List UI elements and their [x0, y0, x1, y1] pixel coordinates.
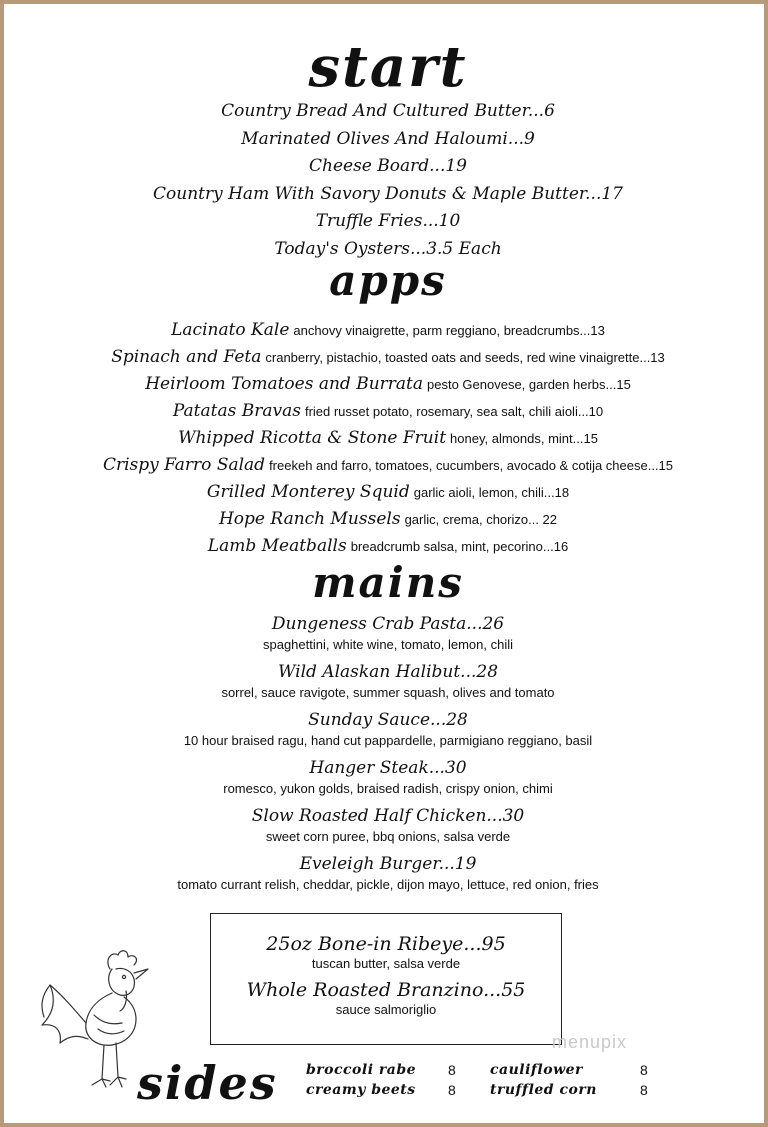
app-dish-name: Lamb Meatballs: [207, 536, 347, 556]
app-item: [4, 479, 768, 506]
main-description: sorrel, sauce ravigote, summer squash, olives and tomato: [221, 685, 555, 700]
app-dish-name: Grilled Monterey Squid: [206, 482, 410, 502]
start-item: Today's Oysters...3.5 Each: [274, 238, 502, 259]
main-dish-name: Hanger Steak...30: [309, 758, 467, 778]
main-dish-name: Slow Roasted Half Chicken...30: [251, 806, 525, 826]
side-item-name: truffled corn: [490, 1082, 597, 1098]
mains-list: [4, 612, 768, 900]
main-dish-name: Eveleigh Burger...19: [299, 854, 477, 874]
specials-box: [210, 913, 562, 1045]
special-item: [211, 932, 561, 972]
sides-row: [304, 1062, 654, 1082]
main-description: spaghettini, white wine, tomato, lemon, chili: [262, 637, 513, 652]
app-dish-name: Patatas Bravas: [172, 401, 301, 421]
app-dish-name: Spinach and Feta: [111, 347, 262, 367]
app-description: freekeh and farro, tomatoes, cucumbers, avocado & cotija cheese...15: [269, 458, 674, 473]
sides-heading: sides: [137, 1056, 278, 1110]
app-dish-name: Whipped Ricotta & Stone Fruit: [178, 428, 447, 448]
side-item-name: creamy beets: [306, 1082, 416, 1098]
special-description: sauce salmoriglio: [335, 1002, 437, 1017]
side-item-name: broccoli rabe: [306, 1062, 417, 1078]
main-item: [4, 852, 768, 900]
main-item: [4, 708, 768, 756]
mains-heading: mains: [312, 558, 464, 607]
app-dish-name: Heirloom Tomatoes and Burrata: [145, 374, 423, 394]
start-heading: start: [308, 34, 468, 100]
start-list: [4, 98, 768, 264]
app-description: cranberry, pistachio, toasted oats and seeds, red wine vinaigrette...13: [265, 350, 665, 365]
app-description: anchovy vinaigrette, parm reggiano, breadcrumbs...13: [293, 323, 605, 338]
app-item: [4, 506, 768, 533]
app-dish-name: Hope Ranch Mussels: [218, 509, 401, 529]
app-item: [4, 344, 768, 371]
app-dish-name: Crispy Farro Salad: [102, 455, 266, 475]
side-item-price: 8: [640, 1062, 648, 1078]
app-item: [4, 533, 768, 560]
start-item: Truffle Fries...10: [315, 211, 461, 232]
apps-list: [4, 317, 768, 560]
watermark: menupix: [552, 1032, 628, 1052]
side-item-name: cauliflower: [490, 1062, 583, 1078]
app-item: [4, 371, 768, 398]
main-dish-name: Sunday Sauce...28: [308, 710, 468, 730]
app-item: [4, 425, 768, 452]
app-item: [4, 452, 768, 479]
side-item-price: 8: [640, 1082, 648, 1098]
main-item: [4, 804, 768, 852]
start-item: Country Ham With Savory Donuts & Maple Butter...17: [153, 183, 623, 204]
main-item: [4, 660, 768, 708]
app-description: fried russet potato, rosemary, sea salt, chili aioli...10: [304, 404, 604, 419]
special-dish-name: 25oz Bone-in Ribeye...95: [266, 933, 506, 955]
main-description: romesco, yukon golds, braised radish, crispy onion, chimi: [223, 781, 553, 796]
app-description: breadcrumb salsa, mint, pecorino...16: [350, 539, 569, 554]
special-description: tuscan butter, salsa verde: [311, 956, 461, 971]
side-item-price: 8: [448, 1062, 456, 1078]
special-dish-name: Whole Roasted Branzino...55: [246, 979, 526, 1001]
main-description: sweet corn puree, bbq onions, salsa verde: [265, 829, 511, 844]
start-item: Marinated Olives And Haloumi...9: [241, 128, 535, 149]
side-item-price: 8: [448, 1082, 456, 1098]
main-description: 10 hour braised ragu, hand cut pappardelle, parmigiano reggiano, basil: [183, 733, 593, 748]
app-description: honey, almonds, mint...15: [450, 431, 598, 446]
special-item: [211, 978, 561, 1018]
main-item: [4, 756, 768, 804]
app-description: garlic, crema, chorizo... 22: [404, 512, 558, 527]
app-item: [4, 398, 768, 425]
start-item: Cheese Board...19: [309, 156, 467, 177]
app-description: pesto Genovese, garden herbs...15: [427, 377, 631, 392]
apps-heading: apps: [329, 256, 447, 305]
sides-row: [304, 1082, 654, 1102]
app-dish-name: Lacinato Kale: [171, 320, 290, 340]
main-item: [4, 612, 768, 660]
app-description: garlic aioli, lemon, chili...18: [413, 485, 570, 500]
main-description: tomato currant relish, cheddar, pickle, dijon mayo, lettuce, red onion, fries: [177, 877, 599, 892]
sides-list: [304, 1062, 654, 1102]
main-dish-name: Dungeness Crab Pasta...26: [271, 614, 505, 634]
app-item: [4, 317, 768, 344]
start-item: Country Bread And Cultured Butter...6: [221, 101, 555, 121]
main-dish-name: Wild Alaskan Halibut...28: [277, 662, 499, 682]
